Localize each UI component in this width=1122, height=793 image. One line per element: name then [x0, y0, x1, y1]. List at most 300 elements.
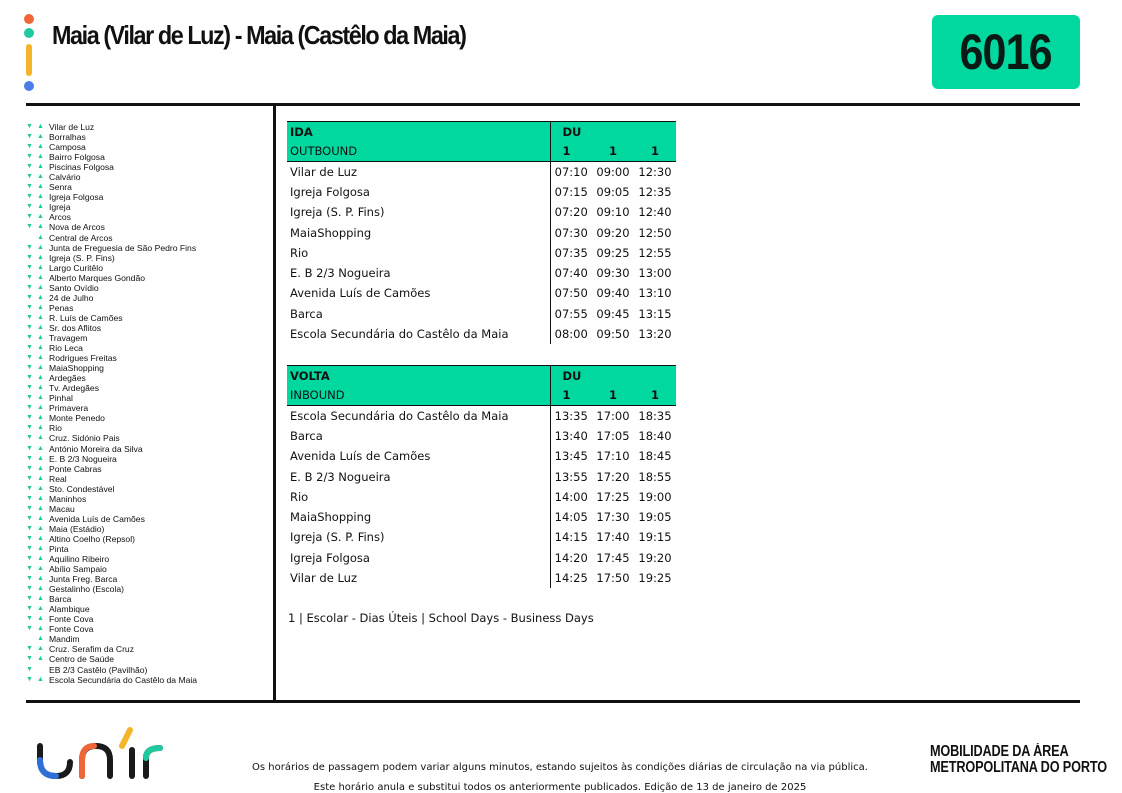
departure-time: 14:25 — [550, 568, 592, 588]
stop-name: Aquilino Ribeiro — [49, 554, 110, 565]
stop-name: Pinhal — [49, 393, 73, 404]
top-divider — [26, 103, 1080, 106]
stop-name: Borralhas — [49, 132, 86, 143]
triangle-down-icon: ▼ — [26, 424, 33, 432]
triangle-down-icon: ▼ — [26, 575, 33, 583]
stop-name: Mandim — [49, 634, 80, 645]
timetable-stop-name: Vilar de Luz — [290, 164, 357, 179]
timetable-row — [287, 487, 676, 507]
triangle-up-icon: ▲ — [37, 213, 44, 221]
stop-name: Penas — [49, 302, 74, 313]
departure-time: 09:05 — [596, 184, 630, 199]
timetable-header-row — [287, 366, 676, 386]
note-ref: 1 — [634, 386, 676, 406]
timetable-row — [287, 527, 676, 547]
stop-name: Monte Penedo — [49, 413, 105, 424]
stop-name: Tv. Ardegães — [49, 383, 99, 394]
timetable-stop-name: Avenida Luís de Camões — [290, 449, 431, 464]
outbound-timetable — [287, 121, 676, 344]
triangle-down-icon: ▼ — [26, 675, 33, 683]
triangle-up-icon: ▲ — [37, 333, 44, 341]
stop-list-item — [25, 634, 270, 644]
departure-time: 07:40 — [550, 263, 592, 283]
triangle-up-icon: ▲ — [37, 313, 44, 321]
departure-time: 09:40 — [596, 286, 630, 301]
timetable-stop-name: E. B 2/3 Nogueira — [290, 469, 391, 484]
triangle-up-icon: ▲ — [37, 384, 44, 392]
timetable-stop-name: Barca — [290, 428, 323, 443]
stop-name: Cruz. Sidónio Pais — [49, 433, 120, 444]
departure-time: 09:10 — [596, 205, 630, 220]
triangle-down-icon: ▼ — [26, 384, 33, 392]
triangle-down-icon: ▼ — [26, 404, 33, 412]
triangle-down-icon: ▼ — [26, 123, 33, 130]
stop-list-item — [25, 353, 270, 363]
triangle-up-icon: ▲ — [37, 494, 44, 502]
departure-time: 09:00 — [596, 164, 630, 179]
departure-time: 13:40 — [550, 426, 592, 446]
stop-name: Largo Curitêlo — [49, 262, 103, 273]
stop-list-item — [25, 383, 270, 393]
stop-list-item — [25, 514, 270, 524]
departure-time: 07:35 — [550, 243, 592, 263]
direction-label: VOLTA — [287, 366, 550, 386]
stop-name: Cruz. Serafim da Cruz — [49, 644, 135, 655]
departure-time: 17:25 — [596, 489, 630, 504]
departure-time: 13:35 — [550, 406, 592, 426]
triangle-up-icon: ▲ — [37, 414, 44, 422]
stop-name: Gestalinho (Escola) — [49, 584, 124, 595]
stop-name: Igreja Folgosa — [49, 192, 104, 203]
stop-list-item — [25, 534, 270, 544]
stop-name: António Moreira da Silva — [49, 443, 143, 454]
triangle-down-icon: ▼ — [26, 213, 33, 221]
stop-list-item — [25, 644, 270, 654]
timetable-row — [287, 243, 676, 263]
triangle-up-icon: ▲ — [37, 203, 44, 211]
stop-list-item — [25, 182, 270, 192]
triangle-down-icon: ▼ — [26, 464, 33, 472]
timetable-row — [287, 162, 676, 182]
disclaimer — [200, 758, 920, 793]
stop-list-item — [25, 222, 270, 232]
triangle-down-icon: ▼ — [26, 565, 33, 573]
triangle-down-icon: ▼ — [26, 595, 33, 603]
triangle-down-icon: ▼ — [26, 444, 33, 452]
triangle-down-icon: ▼ — [26, 354, 33, 362]
triangle-up-icon: ▲ — [37, 464, 44, 472]
triangle-down-icon: ▼ — [26, 203, 33, 211]
stop-list-item — [25, 584, 270, 594]
timetable-stop-name: Vilar de Luz — [290, 571, 357, 586]
stop-name: Fonte Cova — [49, 614, 94, 625]
departure-time: 17:20 — [596, 469, 630, 484]
stop-name: Centro de Saúde — [49, 654, 114, 665]
triangle-up-icon: ▲ — [37, 575, 44, 583]
stop-name: Ardegães — [49, 373, 86, 384]
stop-list-item — [25, 373, 270, 383]
timetable-stop-name: MaiaShopping — [290, 225, 372, 240]
triangle-down-icon: ▼ — [26, 173, 33, 181]
departure-time: 12:55 — [638, 245, 672, 260]
stop-name: EB 2/3 Castêlo (Pavilhão) — [49, 664, 148, 675]
triangle-up-icon: ▲ — [37, 675, 44, 683]
triangle-up-icon: ▲ — [37, 434, 44, 442]
timetable-stop-name: MaiaShopping — [290, 510, 372, 525]
triangle-down-icon: ▼ — [26, 374, 33, 382]
triangle-up-icon: ▲ — [37, 655, 44, 663]
departure-time: 09:50 — [596, 327, 630, 342]
triangle-up-icon: ▲ — [37, 605, 44, 613]
departure-time: 12:50 — [638, 225, 672, 240]
departure-time: 13:10 — [638, 286, 672, 301]
stop-list-item — [25, 122, 270, 132]
triangle-down-icon: ▼ — [26, 514, 33, 522]
triangle-up-icon: ▲ — [37, 283, 44, 291]
footnote: 1 | Escolar - Dias Úteis | School Days - Business Days — [288, 611, 594, 625]
triangle-up-icon: ▲ — [37, 344, 44, 352]
triangle-down-icon: ▼ — [26, 504, 33, 512]
timetable-row — [287, 283, 676, 303]
timetable-stop-name: Escola Secundária do Castêlo da Maia — [290, 408, 509, 423]
triangle-up-icon: ▲ — [37, 404, 44, 412]
departure-time: 19:25 — [638, 571, 672, 586]
departure-time: 07:30 — [550, 222, 592, 242]
stop-list-item — [25, 293, 270, 303]
stop-name: Arcos — [49, 212, 71, 223]
triangle-up-icon: ▲ — [37, 143, 44, 151]
timetable-stop-name: Avenida Luís de Camões — [290, 286, 431, 301]
stop-list-item — [25, 212, 270, 222]
triangle-up-icon: ▲ — [37, 444, 44, 452]
stop-list-item — [25, 464, 270, 474]
route-title: Maia (Vilar de Luz) - Maia (Castêlo da Maia) — [52, 20, 466, 50]
yellow-bar-icon — [26, 44, 32, 76]
triangle-up-icon: ▲ — [37, 123, 44, 130]
timetable-stop-name: Igreja (S. P. Fins) — [290, 205, 385, 220]
triangle-down-icon: ▼ — [26, 585, 33, 593]
stop-list-item — [25, 423, 270, 433]
vertical-divider — [273, 106, 276, 700]
departure-time: 14:20 — [550, 548, 592, 568]
departure-time: 13:55 — [550, 466, 592, 486]
stop-name: Ponte Cabras — [49, 463, 102, 474]
authority-line: METROPOLITANA DO PORTO — [930, 759, 1107, 776]
route-number-badge — [932, 15, 1080, 89]
stop-list-item — [25, 484, 270, 494]
triangle-down-icon: ▼ — [26, 163, 33, 171]
triangle-down-icon: ▼ — [26, 344, 33, 352]
triangle-up-icon: ▲ — [37, 173, 44, 181]
timetable-row — [287, 548, 676, 568]
timetable-row — [287, 202, 676, 222]
stop-list-item — [25, 152, 270, 162]
triangle-up-icon: ▲ — [37, 374, 44, 382]
stop-list-item — [25, 604, 270, 614]
triangle-down-icon: ▼ — [26, 273, 33, 281]
stop-name: Senra — [49, 182, 72, 193]
direction-sublabel: INBOUND — [287, 386, 550, 406]
stop-name: Alambique — [49, 604, 90, 615]
triangle-up-icon: ▲ — [37, 534, 44, 542]
day-type-label: DU — [550, 122, 676, 142]
departure-time: 18:45 — [638, 449, 672, 464]
timetable-row — [287, 466, 676, 486]
triangle-up-icon: ▲ — [37, 303, 44, 311]
departure-time: 07:50 — [550, 283, 592, 303]
bottom-divider — [26, 700, 1080, 703]
note-ref: 1 — [592, 386, 634, 406]
triangle-up-icon: ▲ — [37, 153, 44, 161]
triangle-up-icon: ▲ — [37, 424, 44, 432]
stop-list-item — [25, 172, 270, 182]
triangle-up-icon: ▲ — [37, 595, 44, 603]
stop-list-item — [25, 323, 270, 333]
stop-name: Pinta — [49, 543, 69, 554]
triangle-up-icon: ▲ — [37, 253, 44, 261]
stop-name: Camposa — [49, 142, 86, 153]
stop-list-item — [25, 504, 270, 514]
departure-time: 09:45 — [596, 306, 630, 321]
stop-name: Abílio Sampaio — [49, 564, 107, 575]
stop-name: Macau — [49, 503, 75, 514]
stop-list-item — [25, 142, 270, 152]
triangle-up-icon: ▲ — [37, 585, 44, 593]
departure-time: 07:20 — [550, 202, 592, 222]
stop-name: Rodrigues Freitas — [49, 353, 117, 364]
departure-time: 17:40 — [596, 530, 630, 545]
triangle-down-icon: ▼ — [26, 243, 33, 251]
triangle-down-icon: ▼ — [26, 303, 33, 311]
triangle-up-icon: ▲ — [37, 364, 44, 372]
stop-list-item — [25, 564, 270, 574]
departure-time: 17:45 — [596, 550, 630, 565]
departure-time: 17:10 — [596, 449, 630, 464]
stop-list-item — [25, 192, 270, 202]
stop-name: R. Luís de Camões — [49, 312, 123, 323]
timetable-stop-name: Barca — [290, 306, 323, 321]
departure-time: 18:40 — [638, 428, 672, 443]
triangle-up-icon: ▲ — [37, 544, 44, 552]
stop-name: Central de Arcos — [49, 232, 113, 243]
departure-time: 12:35 — [638, 184, 672, 199]
stop-list-item — [25, 393, 270, 403]
stop-list-item — [25, 433, 270, 443]
timetable-stop-name: Igreja Folgosa — [290, 184, 370, 199]
triangle-down-icon: ▼ — [26, 494, 33, 502]
triangle-up-icon: ▲ — [37, 454, 44, 462]
stop-name: E. B 2/3 Nogueira — [49, 453, 117, 464]
timetable-stop-name: Rio — [290, 245, 309, 260]
triangle-down-icon: ▼ — [26, 364, 33, 372]
stop-name: Junta Freg. Barca — [49, 574, 118, 585]
stop-list-item — [25, 313, 270, 323]
departure-time: 19:15 — [638, 530, 672, 545]
stop-list-item — [25, 654, 270, 664]
triangle-up-icon: ▲ — [37, 625, 44, 633]
departure-time: 13:00 — [638, 266, 672, 281]
timetable-row — [287, 304, 676, 324]
stop-list-item — [25, 253, 270, 263]
timetable-stop-name: Igreja Folgosa — [290, 550, 370, 565]
stop-list-item — [25, 665, 270, 675]
departure-time: 19:00 — [638, 489, 672, 504]
departure-time: 17:50 — [596, 571, 630, 586]
stop-name: Vilar de Luz — [49, 122, 95, 132]
departure-time: 08:00 — [550, 324, 592, 344]
stop-list-item — [25, 444, 270, 454]
triangle-up-icon: ▲ — [37, 394, 44, 402]
departure-time: 14:15 — [550, 527, 592, 547]
stop-list-item — [25, 413, 270, 423]
stop-list-item — [25, 273, 270, 283]
departure-time: 14:00 — [550, 487, 592, 507]
triangle-down-icon: ▼ — [26, 313, 33, 321]
triangle-down-icon: ▼ — [26, 655, 33, 663]
stop-name: Fonte Cova — [49, 624, 94, 635]
triangle-down-icon: ▼ — [26, 223, 33, 231]
departure-time: 17:05 — [596, 428, 630, 443]
triangle-up-icon: ▲ — [37, 183, 44, 191]
triangle-down-icon: ▼ — [26, 414, 33, 422]
stop-list-item — [25, 454, 270, 464]
timetable-row — [287, 182, 676, 202]
stop-name: Santo Ovídio — [49, 282, 99, 293]
note-ref: 1 — [634, 142, 676, 162]
timetable-row — [287, 263, 676, 283]
triangle-up-icon: ▲ — [37, 293, 44, 301]
stop-list-item — [25, 363, 270, 373]
triangle-up-icon: ▲ — [37, 243, 44, 251]
stop-name: MaiaShopping — [49, 363, 104, 374]
stop-list-item — [25, 474, 270, 484]
triangle-up-icon: ▲ — [37, 323, 44, 331]
timetable-stop-name: Escola Secundária do Castêlo da Maia — [290, 327, 509, 342]
departure-time: 13:45 — [550, 446, 592, 466]
disclaimer-line: Este horário anula e substitui todos os anteriormente publicados. Edição de 13 de janeiro de 2025 — [313, 782, 807, 793]
departure-time: 07:10 — [550, 162, 592, 182]
timetable-stop-name: Rio — [290, 489, 309, 504]
triangle-down-icon: ▼ — [26, 534, 33, 542]
disclaimer-line: Os horários de passagem podem variar alguns minutos, estando sujeitos às condições diárias de circulação na via pública. — [252, 762, 868, 773]
timetable-stop-name: Igreja (S. P. Fins) — [290, 530, 385, 545]
stop-name: Altino Coelho (Repsol) — [49, 533, 135, 544]
triangle-down-icon: ▼ — [26, 394, 33, 402]
timetable-subheader-row — [287, 386, 676, 406]
stop-name: Rio — [49, 423, 62, 434]
departure-time: 09:25 — [596, 245, 630, 260]
stop-list-item — [25, 624, 270, 634]
departure-time: 09:30 — [596, 266, 630, 281]
timetable-row — [287, 324, 676, 344]
triangle-up-icon: ▲ — [37, 193, 44, 201]
stop-list-item — [25, 303, 270, 313]
triangle-up-icon: ▲ — [37, 635, 44, 643]
triangle-down-icon: ▼ — [26, 153, 33, 161]
triangle-up-icon: ▲ — [37, 555, 44, 563]
stop-name: Bairro Folgosa — [49, 152, 105, 163]
unir-logo-icon — [36, 726, 172, 782]
triangle-down-icon: ▼ — [26, 605, 33, 613]
triangle-down-icon: ▼ — [26, 645, 33, 653]
stop-list-item — [25, 574, 270, 584]
departure-time: 19:20 — [638, 550, 672, 565]
timetable-row — [287, 507, 676, 527]
timetable-header-row — [287, 122, 676, 142]
triangle-down-icon: ▼ — [26, 253, 33, 261]
departure-time: 07:55 — [550, 304, 592, 324]
stop-name: Avenida Luís de Camões — [49, 513, 145, 524]
triangle-up-icon: ▲ — [37, 504, 44, 512]
stop-list-item — [25, 132, 270, 142]
triangle-up-icon: ▲ — [37, 645, 44, 653]
triangle-up-icon: ▲ — [37, 273, 44, 281]
stop-list-item — [25, 614, 270, 624]
stop-list-item — [25, 554, 270, 564]
day-type-label: DU — [550, 366, 676, 386]
timetable-row — [287, 426, 676, 446]
stop-list-item — [25, 243, 270, 253]
departure-time: 19:05 — [638, 510, 672, 525]
departure-time: 09:20 — [596, 225, 630, 240]
timetable-row — [287, 222, 676, 242]
direction-sublabel: OUTBOUND — [287, 142, 550, 162]
departure-time: 13:20 — [638, 327, 672, 342]
stop-name: Nova de Arcos — [49, 222, 105, 233]
stop-name: Junta de Freguesia de São Pedro Fins — [49, 242, 197, 253]
orange-dot-icon — [24, 14, 34, 24]
departure-time: 07:15 — [550, 182, 592, 202]
stop-name: Igreja — [49, 202, 71, 213]
triangle-down-icon: ▼ — [26, 333, 33, 341]
triangle-down-icon: ▼ — [26, 524, 33, 532]
triangle-up-icon: ▲ — [37, 524, 44, 532]
triangle-up-icon: ▲ — [37, 133, 44, 141]
departure-time: 12:30 — [638, 164, 672, 179]
blue-dot-icon — [24, 81, 34, 91]
direction-label: IDA — [287, 122, 550, 142]
triangle-down-icon: ▼ — [26, 484, 33, 492]
stop-name: Piscinas Folgosa — [49, 162, 114, 173]
stop-list-item — [25, 283, 270, 293]
stop-list-item — [25, 202, 270, 212]
note-ref: 1 — [550, 386, 592, 406]
stop-list-item — [25, 594, 270, 604]
stop-list-item — [25, 343, 270, 353]
departure-time: 18:35 — [638, 408, 672, 423]
triangle-down-icon: ▼ — [26, 263, 33, 271]
triangle-down-icon: ▼ — [26, 474, 33, 482]
stop-name: Real — [49, 473, 67, 484]
departure-time: 12:40 — [638, 205, 672, 220]
triangle-down-icon: ▼ — [26, 143, 33, 151]
triangle-down-icon: ▼ — [26, 183, 33, 191]
stop-name: Rio Leca — [49, 343, 83, 354]
triangle-down-icon: ▼ — [26, 133, 33, 141]
stop-name: Alberto Marques Gondão — [49, 272, 146, 283]
triangle-down-icon: ▼ — [26, 665, 33, 673]
teal-dot-icon — [24, 28, 34, 38]
stop-name: Igreja (S. P. Fins) — [49, 252, 115, 263]
triangle-down-icon: ▼ — [26, 293, 33, 301]
triangle-down-icon: ▼ — [26, 193, 33, 201]
triangle-down-icon: ▼ — [26, 615, 33, 623]
stop-name: Travagem — [49, 332, 88, 343]
stop-list-item — [25, 263, 270, 273]
triangle-down-icon: ▼ — [26, 625, 33, 633]
stop-list-item — [25, 675, 270, 685]
triangle-up-icon: ▲ — [37, 565, 44, 573]
